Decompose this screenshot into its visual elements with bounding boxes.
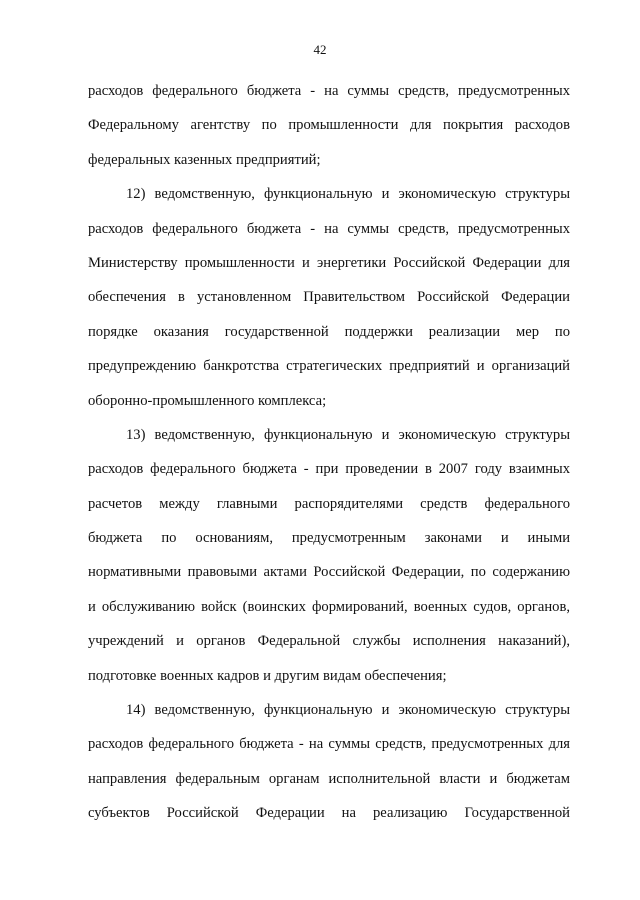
text-line: обеспечения в установленном Правительством Российской Федерации bbox=[88, 289, 570, 306]
text-line: расчетов между главными распорядителями средств федерального bbox=[88, 495, 570, 512]
text-line: расходов федерального бюджета - на суммы средств, предусмотренных bbox=[88, 83, 570, 99]
text-line: 13) ведомственную, функциональную и экономическую структуры bbox=[126, 426, 570, 443]
document-body bbox=[88, 80, 570, 837]
text-line: Министерству промышленности и энергетики Российской Федерации для bbox=[88, 254, 570, 271]
text-line: порядке оказания государственной поддержки реализации мер по bbox=[88, 323, 570, 340]
text-line: учреждений и органов Федеральной службы исполнения наказаний), bbox=[88, 633, 570, 650]
text-line: субъектов Российской Федерации на реализацию Государственной bbox=[88, 805, 570, 822]
text-line: оборонно-промышленного комплекса; bbox=[88, 392, 327, 409]
text-line: расходов федерального бюджета - при проведении в 2007 году взаимных bbox=[88, 461, 570, 478]
text-line: 12) ведомственную, функциональную и экономическую структуры bbox=[126, 186, 570, 203]
text-line: федеральных казенных предприятий; bbox=[88, 151, 321, 168]
page-number: 42 bbox=[313, 42, 327, 57]
text-line: нормативными правовыми актами Российской Федерации, по содержанию bbox=[88, 564, 570, 581]
text-line: расходов федерального бюджета - на суммы средств, предусмотренных для bbox=[88, 736, 570, 753]
text-line: направления федеральным органам исполнительной власти и бюджетам bbox=[88, 770, 570, 787]
text-line: 14) ведомственную, функциональную и экономическую структуры bbox=[126, 702, 570, 719]
text-line: расходов федерального бюджета - на суммы средств, предусмотренных bbox=[88, 220, 570, 237]
text-line: бюджета по основаниям, предусмотренным законами и иными bbox=[88, 530, 570, 547]
text-line: Федеральному агентству по промышленности для покрытия расходов bbox=[88, 117, 570, 134]
text-line: подготовке военных кадров и другим видам обеспечения; bbox=[88, 667, 447, 684]
text-line: предупреждению банкротства стратегических предприятий и организаций bbox=[88, 358, 570, 375]
text-line: и обслуживанию войск (воинских формирований, военных судов, органов, bbox=[88, 598, 570, 615]
